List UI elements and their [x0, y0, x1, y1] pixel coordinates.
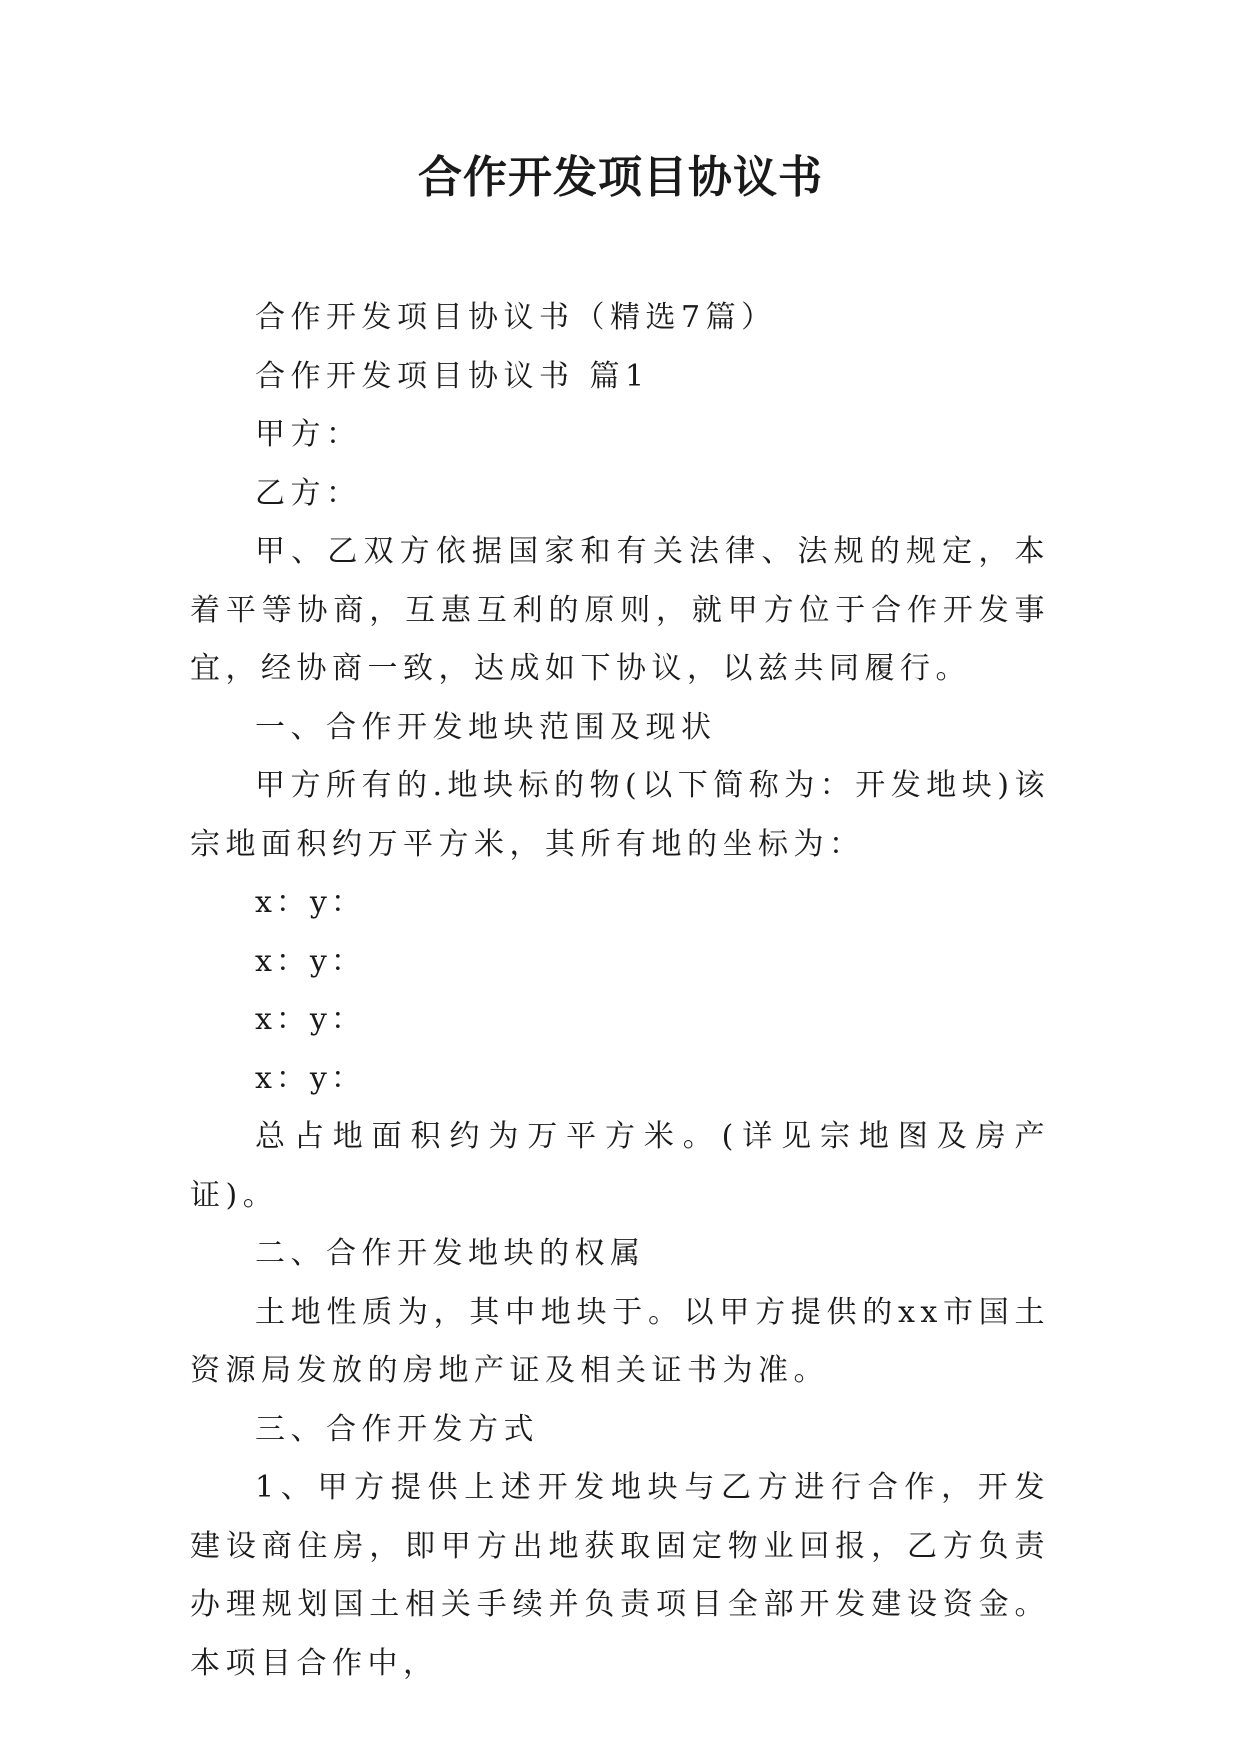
document-body — [190, 289, 1050, 1693]
paragraph-land-nature: 土地性质为，其中地块于。以甲方提供的xx市国土资源局发放的房地产证及相关证书为准。 — [190, 1294, 1050, 1388]
paragraph-party-a: 甲方： — [255, 417, 362, 452]
paragraph-party-b: 乙方： — [255, 475, 362, 511]
paragraph-preamble: 甲、乙双方依据国家和有关法律、法规的规定，本着平等协商，互惠互利的原则，就甲方位于合作开发事宜，经协商一致，达成如下协议，以兹共同履行。 — [190, 534, 1050, 686]
paragraph-heading-3: 三、合作开发方式 — [255, 1411, 539, 1447]
coordinate-line: x：y： — [255, 1060, 365, 1096]
coordinate-line: x：y： — [255, 943, 365, 979]
paragraph-land-description: 甲方所有的.地块标的物(以下简称为：开发地块)该宗地面积约万平方米，其所有地的坐标为： — [190, 768, 1050, 862]
paragraph-heading-2: 二、合作开发地块的权属 — [255, 1236, 646, 1271]
paragraph-heading-1: 一、合作开发地块范围及现状 — [255, 709, 717, 745]
coordinate-line: x：y： — [255, 1002, 365, 1037]
paragraph-cooperation-method: 1、甲方提供上述开发地块与乙方进行合作，开发建设商住房，即甲方出地获取固定物业回报，乙方负责办理规划国土相关手续并负责项目全部开发建设资金。本项目合作中， — [190, 1470, 1050, 1681]
paragraph-section-heading: 合作开发项目协议书 篇1 — [255, 358, 650, 394]
paragraph-total-area: 总占地面积约为万平方米。(详见宗地图及房产证)。 — [190, 1119, 1050, 1213]
coordinate-line: x：y： — [255, 885, 365, 920]
paragraph-subtitle: 合作开发项目协议书（精选7篇） — [255, 300, 777, 335]
document-title: 合作开发项目协议书 — [418, 152, 823, 203]
